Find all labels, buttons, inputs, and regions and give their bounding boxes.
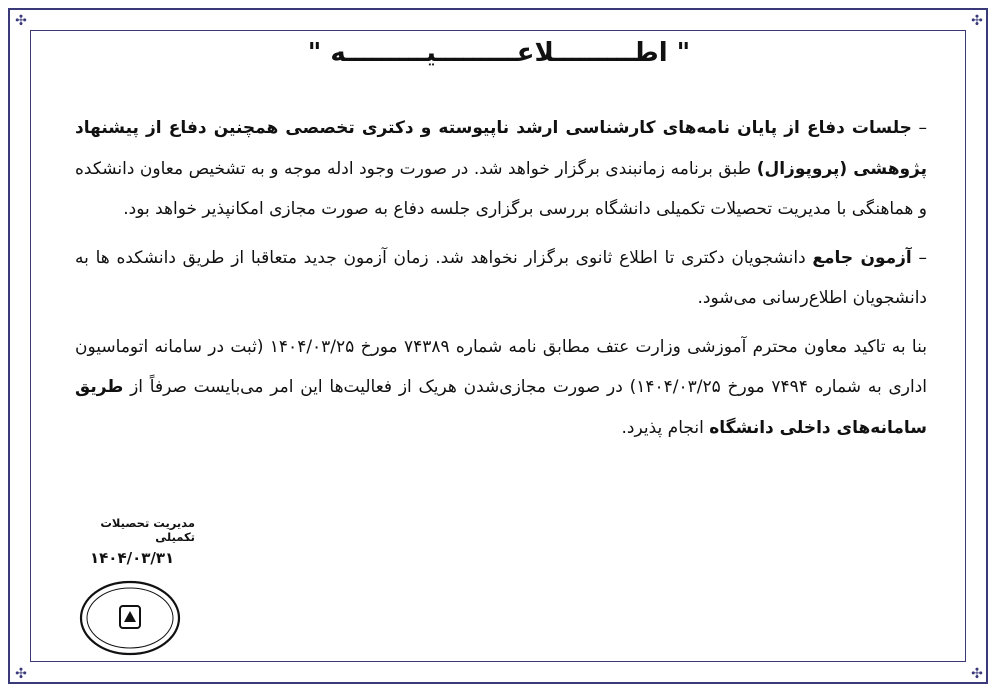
comprehensive-exam-text: دانشجویان دکتری تا اطلاع ثانوی برگزار نخواهد شد. زمان آزمون جدید متعاقبا از طریق دانشکده ها به دانشجویان اطلاع‌رسانی می‌شود. [75, 247, 927, 308]
bullet-dash: – [911, 247, 927, 268]
ministry-directive-text: بنا به تاکید معاون محترم آموزشی وزارت عتف مطابق نامه شماره ۷۴۳۸۹ مورخ ۱۴۰۴/۰۳/۲۵ (ثبت در سامانه اتوماسیون اداری به شماره ۷۴۹۴ مورخ ۱۴۰۴/۰۳/۲۵) در صورت مجازی‌شدن هریک از فعالیت‌ها این امر می‌بایست صرفاً از [75, 336, 927, 397]
bullet-dash: – [911, 118, 927, 138]
defense-sessions-heading: جلسات دفاع از پایان نامه‌های کارشناسی ارشد ناپیوسته و دکتری تخصصی همچنین دفاع از پیشنهاد پژوهشی (پروپوزال) [75, 118, 928, 179]
ministry-directive-end: انجام پذیرد. [621, 417, 710, 438]
paragraph-defense-sessions [75, 108, 927, 230]
signature-office: مدیریت تحصیلات تکمیلی [100, 516, 195, 544]
comprehensive-exam-heading: آزمون جامع [812, 247, 912, 268]
defense-sessions-text: طبق برنامه زمانبندی برگزار خواهد شد. در صورت وجود ادله موجه و به تشخیص معاون دانشکده و هماهنگی با مدیریت تحصیلات تکمیلی دانشگاه بررسی برگزاری جلسه دفاع به صورت مجازی امکانپذیر خواهد بود. [75, 158, 927, 219]
internal-systems-emphasis: طریق سامانه‌های داخلی دانشگاه [75, 377, 927, 438]
corner-ornament-icon: ✣ [971, 666, 983, 682]
corner-ornament-icon: ✣ [15, 666, 27, 682]
paragraph-ministry-directive [75, 327, 927, 449]
announcement-body [75, 108, 927, 456]
paragraph-comprehensive-exam [75, 238, 927, 319]
corner-ornament-icon: ✣ [15, 13, 27, 29]
university-seal-stamp [78, 578, 183, 658]
signature-date: ۱۴۰۴/۰۳/۳۱ [90, 549, 175, 567]
corner-ornament-icon: ✣ [971, 13, 983, 29]
announcement-title: " اطـــــــــلاعـــــــــیـــــــــه " [307, 38, 691, 68]
